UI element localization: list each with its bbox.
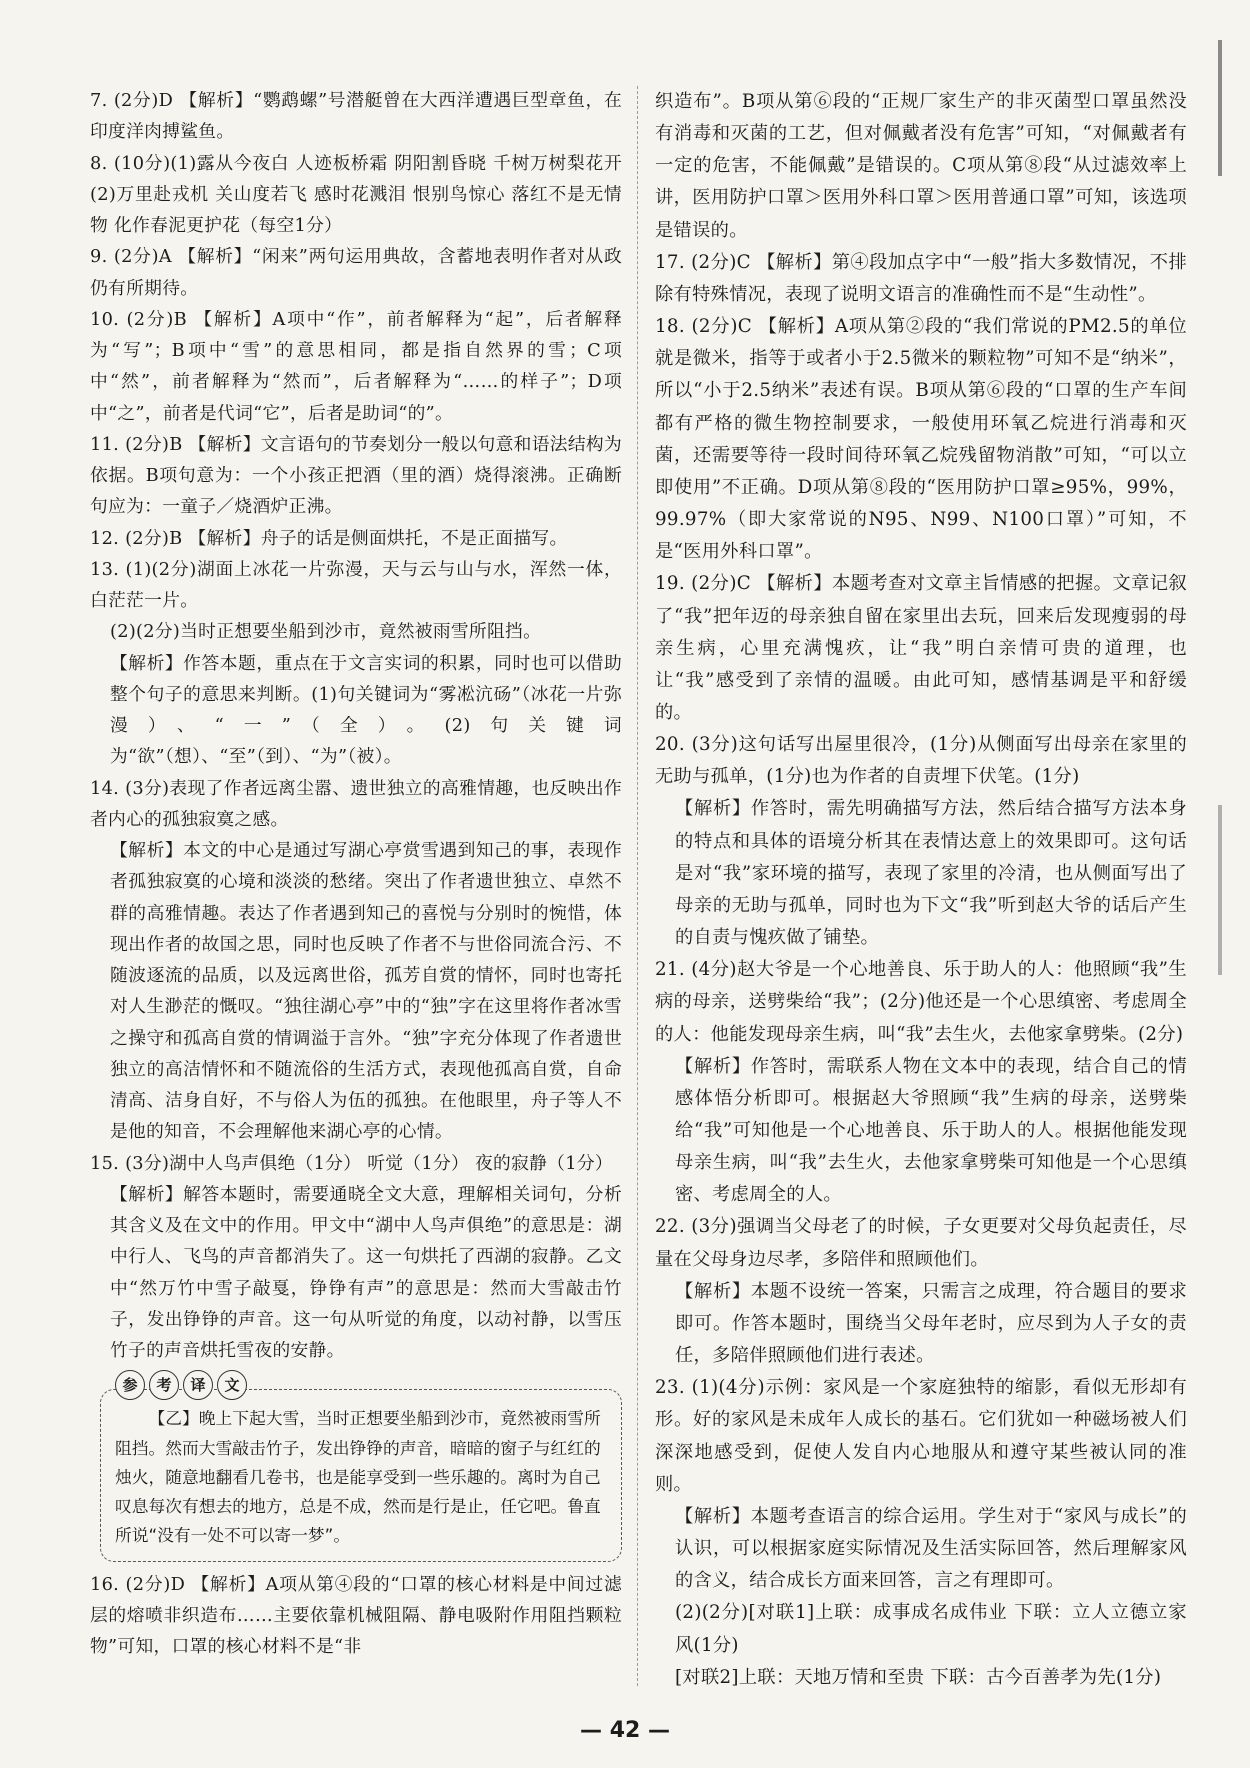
- page-edge-shadow: [1218, 40, 1222, 1740]
- answer-8: 8. (10分)(1)露从今夜白 人迹板桥霜 阴阳割昏晓 千树万树梨花开 (2)万里赴戎机 关山度若飞 感时花溅泪 恨别鸟惊心 落红不是无情物 化作春泥更护花（每空1分）: [90, 153, 622, 236]
- answer-9: 9. (2分)A 【解析】“闲来”两句运用典故，含蓄地表明作者对从政仍有所期待。: [90, 247, 622, 299]
- column-divider: [637, 86, 638, 1686]
- right-column: [655, 86, 1187, 1694]
- reference-translation-text: 【乙】晚上下起大雪，当时正想要坐船到沙市，竟然被雨雪所阻挡。然而大雪敲击竹子，发出铮铮的声音，暗暗的窗子与红红的烛火，随意地翻看几卷书，也是能享受到一些乐趣的。离时为自己叹息每次有想去的地方，总是不成，然而是行是止，任它吧。鲁直所说“没有一处不可以寄一梦”。: [115, 1408, 601, 1546]
- answer-22-analysis: 【解析】本题不设统一答案，只需言之成理，符合题目的要求即可。作答本题时，围绕当父母年老时，应尽到为人子女的责任，多陪伴照顾他们进行表述。: [675, 1280, 1187, 1367]
- answer-19: 19. (2分)C 【解析】本题考查对文章主旨情感的把握。文章记叙了“我”把年迈的母亲独自留在家里出去玩，回来后发现瘦弱的母亲生病，心里充满愧疚，让“我”明白亲情可贵的道理，也让“我”感受到了亲情的温暖。由此可知，感情基调是平和舒缓的。: [655, 573, 1187, 723]
- answer-14: 14. (3分)表现了作者远离尘嚣、遗世独立的高雅情趣，也反映出作者内心的孤独寂寞之感。: [90, 778, 622, 830]
- answer-13-analysis: 【解析】作答本题，重点在于文言实词的积累，同时也可以借助整个句子的意思来判断。(1)句关键词为“雾凇沆砀”（冰花一片弥漫）、“一”（全）。(2)句关键词为“欲”（想）、“至”（到）、“为”（被）。: [110, 653, 622, 768]
- reference-translation-box: [100, 1376, 622, 1561]
- answer-21: 21. (4分)赵大爷是一个心地善良、乐于助人的人：他照顾“我”生病的母亲，送劈柴给“我”；(2分)他还是一个心思缜密、考虑周全的人：他能发现母亲生病，叫“我”去生火，去他家拿劈柴。(2分): [655, 959, 1187, 1045]
- reference-translation-title: [115, 1370, 607, 1400]
- answer-13-2: (2)(2分)当时正想要坐船到沙市，竟然被雨雪所阻挡。: [110, 622, 542, 643]
- answer-21-analysis: 【解析】作答时，需联系人物在文本中的表现，结合自己的情感体悟分析即可。根据赵大爷照顾“我”生病的母亲，送劈柴给“我”可知他是一个心地善良、乐于助人的人。根据他能发现母亲生病，叫“我”去生火，去他家拿劈柴可知他是一个心思缜密、考虑周全的人。: [675, 1055, 1187, 1206]
- answer-18: 18. (2分)C 【解析】A项从第②段的“我们常说的PM2.5的单位就是微米，指等于或者小于2.5微米的颗粒物”可知不是“纳米”，所以“小于2.5纳米”表述有误。B项从第⑥段的“口罩的生产车间都有严格的微生物控制要求，一般使用环氧乙烷进行消毒和灭菌，还需要等待一段时间待环氧乙烷残留物消散”可知，“可以立即使用”不正确。D项从第⑧段的“医用防护口罩≥95%，99%，99.97%（即大家常说的N95、N99、N100口罩）”可知，不是“医用外科口罩”。: [655, 316, 1187, 563]
- left-column: [90, 86, 622, 1663]
- answer-22: 22. (3分)强调当父母老了的时候，子女更要对父母负起责任，尽量在父母身边尽孝，多陪伴和照顾他们。: [655, 1216, 1187, 1270]
- answer-13-1: 13. (1)(2分)湖面上冰花一片弥漫，天与云与山与水，浑然一体，白茫茫一片。: [90, 559, 622, 611]
- answer-15: 15. (3分)湖中人鸟声俱绝（1分） 听觉（1分） 夜的寂静（1分）: [90, 1153, 613, 1174]
- answer-23-2-couplet-1: (2)(2分)[对联1]上联：成事成名成伟业 下联：立人立德立家风(1分): [675, 1602, 1187, 1656]
- ref-title-char: 参: [115, 1370, 145, 1400]
- page-number: — 42 —: [580, 1718, 670, 1743]
- answer-16-continued: 织造布”。B项从第⑥段的“正规厂家生产的非灭菌型口罩虽然没有消毒和灭菌的工艺，但对佩戴者没有危害”可知，“对佩戴者有一定的危害，不能佩戴”是错误的。C项从第⑧段“从过滤效率上讲，医用防护口罩＞医用外科口罩＞医用普通口罩”可知，该选项是错误的。: [655, 91, 1187, 241]
- answer-12: 12. (2分)B 【解析】舟子的话是侧面烘托，不是正面描写。: [90, 528, 568, 549]
- answer-17: 17. (2分)C 【解析】第④段加点字中“一般”指大多数情况，不排除有特殊情况，表现了说明文语言的准确性而不是“生动性”。: [655, 251, 1187, 305]
- answer-23-2-couplet-2: [对联2]上联：天地万情和至贵 下联：古今百善孝为先(1分): [675, 1666, 1162, 1688]
- answer-15-analysis: 【解析】解答本题时，需要通晓全文大意，理解相关词句，分析其含义及在文中的作用。甲文中“湖中人鸟声俱绝”的意思是：湖中行人、飞鸟的声音都消失了。这一句烘托了西湖的寂静。乙文中“然万竹中雪子敲戛，铮铮有声”的意思是：然而大雪敲击竹子，发出铮铮的声音。这一句从听觉的角度，以动衬静，以雪压竹子的声音烘托雪夜的安静。: [110, 1184, 622, 1361]
- ref-title-char: 译: [183, 1370, 213, 1400]
- answer-10: 10. (2分)B 【解析】A项中“作”，前者解释为“起”，后者解释为“写”；B项中“雪”的意思相同，都是指自然界的雪；C项中“然”，前者解释为“然而”，后者解释为“……的样子”；D项中“之”，前者是代词“它”，后者是助词“的”。: [90, 309, 622, 424]
- answer-11: 11. (2分)B 【解析】文言语句的节奏划分一般以句意和语法结构为依据。B项句意为：一个小孩正把酒（里的酒）烧得滚沸。正确断句应为：一童子／烧酒炉正沸。: [90, 434, 622, 518]
- answer-20-analysis: 【解析】作答时，需先明确描写方法，然后结合描写方法本身的特点和具体的语境分析其在表情达意上的效果即可。这句话是对“我”家环境的描写，表现了家里的冷清，也从侧面写出了母亲的无助与孤单，同时也为下文“我”听到赵大爷的话后产生的自责与愧疚做了铺垫。: [675, 798, 1187, 949]
- answer-20: 20. (3分)这句话写出屋里很冷，(1分)从侧面写出母亲在家里的无助与孤单，(1分)也为作者的自责埋下伏笔。(1分): [655, 734, 1187, 788]
- answer-16: 16. (2分)D 【解析】A项从第④段的“口罩的核心材料是中间过滤层的熔喷非织造布……主要依靠机械阻隔、静电吸附作用阻挡颗粒物”可知，口罩的核心材料不是“非: [90, 1574, 622, 1657]
- ref-title-char: 文: [217, 1370, 247, 1400]
- answer-7: 7. (2分)D 【解析】“鹦鹉螺”号潜艇曾在大西洋遭遇巨型章鱼，在印度洋肉搏鲨鱼。: [90, 91, 622, 143]
- ref-title-char: 考: [149, 1370, 179, 1400]
- answer-23-1: 23. (1)(4分)示例：家风是一个家庭独特的缩影，看似无形却有形。好的家风是未成年人成长的基石。它们犹如一种磁场被人们深深地感受到，促使人发自内心地服从和遵守某些被认同的准则。: [655, 1377, 1187, 1495]
- answer-23-analysis: 【解析】本题考查语言的综合运用。学生对于“家风与成长”的认识，可以根据家庭实际情况及生活实际回答，然后理解家风的含义，结合成长方面来回答，言之有理即可。: [675, 1505, 1187, 1592]
- answer-14-analysis: 【解析】本文的中心是通过写湖心亭赏雪遇到知己的事，表现作者孤独寂寞的心境和淡淡的愁绪。突出了作者遗世独立、卓然不群的高雅情趣。表达了作者遇到知己的喜悦与分别时的惋惜，体现出作者的故国之思，同时也反映了作者不与世俗同流合污、不随波逐流的品质，以及远离世俗，孤芳自赏的情怀，同时也寄托对人生渺茫的慨叹。“独往湖心亭”中的“独”字在这里将作者冰雪之操守和孤高自赏的情调溢于言外。“独”字充分体现了作者遗世独立的高洁情怀和不随流俗的生活方式，表现他孤高自赏，自命清高、洁身自好，不与俗人为伍的孤独。在他眼里，舟子等人不是他的知音，不会理解他来湖心亭的心情。: [110, 841, 622, 1143]
